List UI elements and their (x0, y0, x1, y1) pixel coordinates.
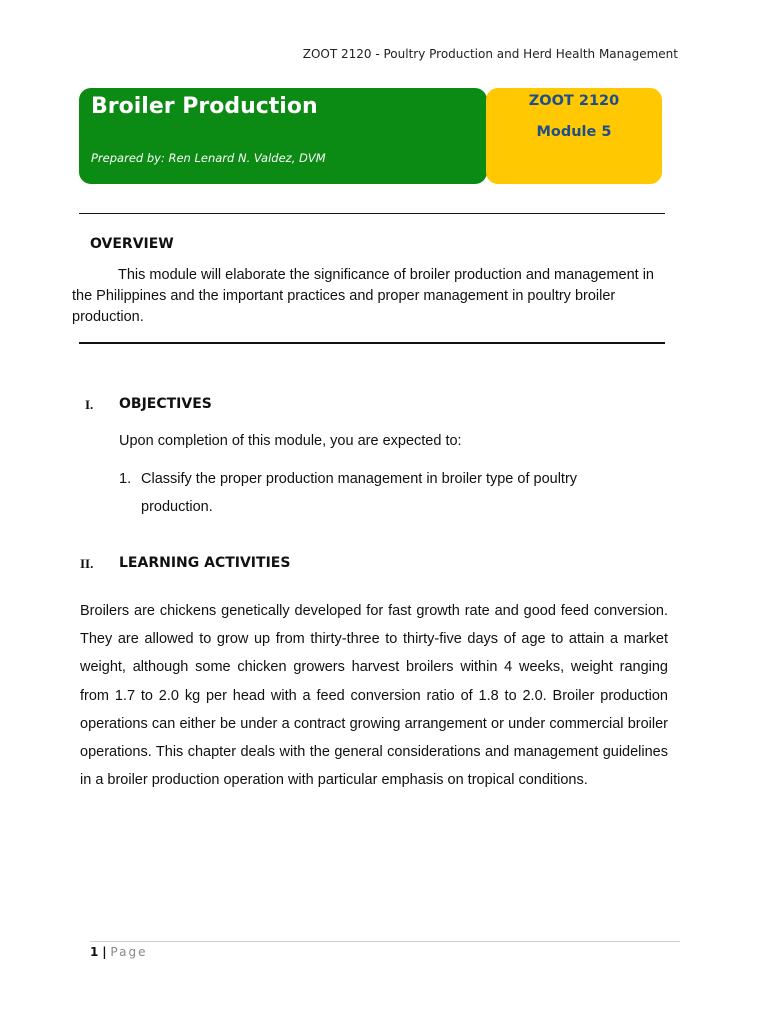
module-badge (486, 88, 662, 184)
author-line: Prepared by: Ren Lenard N. Valdez, DVM (91, 151, 326, 165)
objective-item-continuation: production. (141, 499, 213, 515)
overview-bottom-rule (79, 342, 665, 344)
objective-item-text: Classify the proper production management in broiler type of poultry (141, 471, 578, 487)
learning-activities-text: Broilers are chickens genetically developed for fast growth rate and good feed conversion. They are allowed to grow up from thirty-three to thirty-five days of age to attain a market weight, although some chicken growers harvest broilers within 4 weeks, weight ranging from 1.7 to 2.0 kg per head with a feed conversion ratio of 1.8 to 2.0. Broiler production operations can either be under a contract growing arrangement or under commercial broiler operations. This chapter deals with the general considerations and management guidelines in a broiler production operation with particular emphasis on tropical conditions. (80, 603, 668, 789)
objective-item-number: 1. (119, 471, 132, 487)
section-heading-learning-activities: LEARNING ACTIVITIES (119, 555, 291, 571)
overview-heading: OVERVIEW (90, 236, 174, 252)
objectives-intro: Upon completion of this module, you are expected to: (119, 433, 462, 449)
overview-top-rule (79, 213, 665, 214)
page-number: 1 (90, 945, 99, 959)
section-number-1: I. (85, 397, 94, 412)
document-title: Broiler Production (91, 94, 318, 119)
page-label: Page (110, 945, 148, 959)
section-number-2: II. (80, 556, 94, 571)
module-number: Module 5 (536, 124, 612, 140)
running-header: ZOOT 2120 - Poultry Production and Herd Health Management (302, 47, 678, 61)
page-separator: | (102, 945, 107, 959)
footer-rule (90, 941, 680, 942)
course-code: ZOOT 2120 (528, 93, 620, 109)
overview-text: This module will elaborate the significance of broiler production and management in the Philippines and the important practices and proper management in poultry broiler production. (72, 267, 654, 325)
title-banner (79, 88, 487, 184)
section-heading-objectives: OBJECTIVES (119, 396, 212, 412)
page-footer (90, 945, 147, 959)
